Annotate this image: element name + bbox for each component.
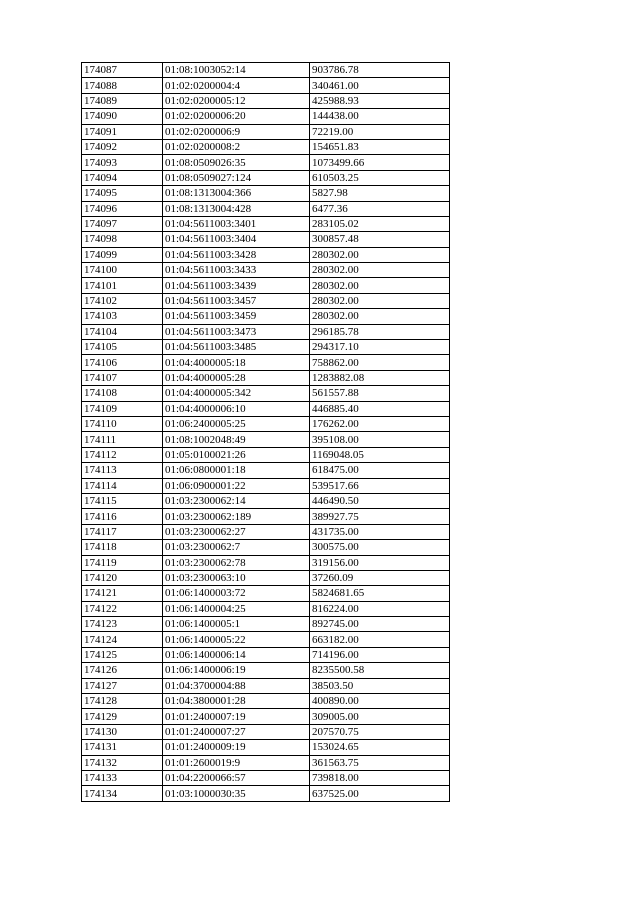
table-row [82,570,450,585]
amount-cell: 38503.50 [310,678,450,693]
row-id-cell: 174126 [82,663,163,678]
cadastral-number-cell: 01:01:2400007:19 [163,709,310,724]
table-row [82,340,450,355]
row-id-cell: 174114 [82,478,163,493]
row-id-cell: 174091 [82,124,163,139]
amount-cell: 300575.00 [310,540,450,555]
table-row [82,232,450,247]
table-row [82,493,450,508]
cadastral-number-cell: 01:04:5611003:3457 [163,293,310,308]
table-row [82,401,450,416]
row-id-cell: 174108 [82,386,163,401]
table-row [82,540,450,555]
amount-cell: 816224.00 [310,601,450,616]
row-id-cell: 174125 [82,647,163,662]
table-row [82,78,450,93]
cadastral-number-cell: 01:02:0200004:4 [163,78,310,93]
cadastral-number-cell: 01:04:5611003:3401 [163,216,310,231]
amount-cell: 280302.00 [310,263,450,278]
table-row [82,478,450,493]
cadastral-number-cell: 01:06:0800001:18 [163,463,310,478]
row-id-cell: 174123 [82,617,163,632]
cadastral-number-cell: 01:04:4000006:10 [163,401,310,416]
table-row [82,416,450,431]
row-id-cell: 174105 [82,340,163,355]
cadastral-number-cell: 01:06:1400005:22 [163,632,310,647]
cadastral-number-cell: 01:04:5611003:3473 [163,324,310,339]
row-id-cell: 174115 [82,493,163,508]
amount-cell: 739818.00 [310,770,450,785]
cadastral-number-cell: 01:08:0509027:124 [163,170,310,185]
table-row [82,524,450,539]
cadastral-number-cell: 01:06:2400005:25 [163,416,310,431]
table-row [82,63,450,78]
amount-cell: 176262.00 [310,416,450,431]
row-id-cell: 174094 [82,170,163,185]
cadastral-number-cell: 01:04:4000005:342 [163,386,310,401]
table-row [82,647,450,662]
amount-cell: 1073499.66 [310,155,450,170]
row-id-cell: 174092 [82,139,163,154]
amount-cell: 154651.83 [310,139,450,154]
row-id-cell: 174120 [82,570,163,585]
amount-cell: 395108.00 [310,432,450,447]
row-id-cell: 174101 [82,278,163,293]
row-id-cell: 174117 [82,524,163,539]
table-row [82,786,450,801]
amount-cell: 618475.00 [310,463,450,478]
amount-cell: 561557.88 [310,386,450,401]
cadastral-number-cell: 01:04:3700004:88 [163,678,310,693]
amount-cell: 446490.50 [310,493,450,508]
amount-cell: 637525.00 [310,786,450,801]
table-row [82,709,450,724]
amount-cell: 431735.00 [310,524,450,539]
row-id-cell: 174134 [82,786,163,801]
amount-cell: 539517.66 [310,478,450,493]
cadastral-number-cell: 01:04:5611003:3439 [163,278,310,293]
amount-cell: 663182.00 [310,632,450,647]
cadastral-number-cell: 01:06:1400005:1 [163,617,310,632]
table-row [82,309,450,324]
table-row [82,139,450,154]
table-row [82,617,450,632]
cadastral-number-cell: 01:06:1400006:19 [163,663,310,678]
amount-cell: 758862.00 [310,355,450,370]
cadastral-number-cell: 01:01:2400009:19 [163,740,310,755]
table-row [82,386,450,401]
amount-cell: 340461.00 [310,78,450,93]
row-id-cell: 174130 [82,724,163,739]
row-id-cell: 174090 [82,109,163,124]
table-row [82,201,450,216]
row-id-cell: 174103 [82,309,163,324]
table-row [82,278,450,293]
table-row [82,93,450,108]
amount-cell: 280302.00 [310,247,450,262]
amount-cell: 425988.93 [310,93,450,108]
table-row [82,124,450,139]
row-id-cell: 174112 [82,447,163,462]
row-id-cell: 174104 [82,324,163,339]
cadastral-number-cell: 01:03:2300062:14 [163,493,310,508]
amount-cell: 361563.75 [310,755,450,770]
table-row [82,109,450,124]
cadastral-number-cell: 01:06:1400004:25 [163,601,310,616]
row-id-cell: 174118 [82,540,163,555]
amount-cell: 903786.78 [310,63,450,78]
amount-cell: 37260.09 [310,570,450,585]
row-id-cell: 174096 [82,201,163,216]
amount-cell: 5824681.65 [310,586,450,601]
table-row [82,186,450,201]
cadastral-number-cell: 01:08:1003052:14 [163,63,310,78]
row-id-cell: 174088 [82,78,163,93]
cadastral-number-cell: 01:04:4000005:18 [163,355,310,370]
table-row [82,740,450,755]
cadastral-number-cell: 01:02:0200008:2 [163,139,310,154]
amount-cell: 280302.00 [310,309,450,324]
amount-cell: 309005.00 [310,709,450,724]
amount-cell: 280302.00 [310,278,450,293]
table-row [82,355,450,370]
table-row [82,555,450,570]
cadastral-number-cell: 01:05:0100021:26 [163,447,310,462]
amount-cell: 1283882.08 [310,370,450,385]
amount-cell: 892745.00 [310,617,450,632]
amount-cell: 610503.25 [310,170,450,185]
row-id-cell: 174129 [82,709,163,724]
table-row [82,447,450,462]
row-id-cell: 174113 [82,463,163,478]
table-body [82,63,450,802]
amount-cell: 294317.10 [310,340,450,355]
row-id-cell: 174133 [82,770,163,785]
amount-cell: 5827.98 [310,186,450,201]
cadastral-number-cell: 01:04:4000005:28 [163,370,310,385]
cadastral-number-cell: 01:03:2300062:78 [163,555,310,570]
row-id-cell: 174095 [82,186,163,201]
row-id-cell: 174121 [82,586,163,601]
row-id-cell: 174087 [82,63,163,78]
row-id-cell: 174122 [82,601,163,616]
row-id-cell: 174110 [82,416,163,431]
table-row [82,678,450,693]
cadastral-number-cell: 01:08:1313004:366 [163,186,310,201]
cadastral-number-cell: 01:06:1400006:14 [163,647,310,662]
row-id-cell: 174099 [82,247,163,262]
amount-cell: 1169048.05 [310,447,450,462]
table-row [82,632,450,647]
amount-cell: 144438.00 [310,109,450,124]
cadastral-number-cell: 01:04:2200066:57 [163,770,310,785]
table-row [82,247,450,262]
row-id-cell: 174100 [82,263,163,278]
row-id-cell: 174119 [82,555,163,570]
amount-cell: 446885.40 [310,401,450,416]
table-row [82,324,450,339]
row-id-cell: 174124 [82,632,163,647]
row-id-cell: 174106 [82,355,163,370]
amount-cell: 400890.00 [310,694,450,709]
cadastral-number-cell: 01:02:0200006:20 [163,109,310,124]
cadastral-number-cell: 01:02:0200005:12 [163,93,310,108]
row-id-cell: 174127 [82,678,163,693]
table-row [82,293,450,308]
cadastral-number-cell: 01:03:2300062:7 [163,540,310,555]
table-row [82,770,450,785]
table-row [82,601,450,616]
amount-cell: 280302.00 [310,293,450,308]
row-id-cell: 174097 [82,216,163,231]
row-id-cell: 174109 [82,401,163,416]
amount-cell: 283105.02 [310,216,450,231]
row-id-cell: 174128 [82,694,163,709]
table-row [82,724,450,739]
table-row [82,370,450,385]
amount-cell: 319156.00 [310,555,450,570]
row-id-cell: 174132 [82,755,163,770]
cadastral-number-cell: 01:03:1000030:35 [163,786,310,801]
cadastral-number-cell: 01:02:0200006:9 [163,124,310,139]
row-id-cell: 174093 [82,155,163,170]
table-row [82,155,450,170]
table-row [82,586,450,601]
cadastral-number-cell: 01:08:1002048:49 [163,432,310,447]
cadastral-number-cell: 01:06:0900001:22 [163,478,310,493]
table-row [82,755,450,770]
table-row [82,694,450,709]
cadastral-number-cell: 01:04:5611003:3459 [163,309,310,324]
table-row [82,170,450,185]
amount-cell: 207570.75 [310,724,450,739]
amount-cell: 72219.00 [310,124,450,139]
cadastral-number-cell: 01:01:2400007:27 [163,724,310,739]
amount-cell: 714196.00 [310,647,450,662]
cadastral-number-cell: 01:04:3800001:28 [163,694,310,709]
cadastral-number-cell: 01:03:2300062:27 [163,524,310,539]
table-row [82,263,450,278]
cadastral-number-cell: 01:08:1313004:428 [163,201,310,216]
row-id-cell: 174089 [82,93,163,108]
table-row [82,216,450,231]
row-id-cell: 174107 [82,370,163,385]
table-row [82,463,450,478]
amount-cell: 300857.48 [310,232,450,247]
amount-cell: 153024.65 [310,740,450,755]
amount-cell: 389927.75 [310,509,450,524]
cadastral-number-cell: 01:04:5611003:3404 [163,232,310,247]
amount-cell: 8235500.58 [310,663,450,678]
cadastral-number-cell: 01:03:2300063:10 [163,570,310,585]
cadastral-number-cell: 01:01:2600019:9 [163,755,310,770]
table-row [82,509,450,524]
row-id-cell: 174116 [82,509,163,524]
row-id-cell: 174131 [82,740,163,755]
row-id-cell: 174111 [82,432,163,447]
cadastral-number-cell: 01:06:1400003:72 [163,586,310,601]
cadastral-number-cell: 01:04:5611003:3485 [163,340,310,355]
table-row [82,663,450,678]
cadastral-number-cell: 01:04:5611003:3433 [163,263,310,278]
row-id-cell: 174102 [82,293,163,308]
row-id-cell: 174098 [82,232,163,247]
cadastral-number-cell: 01:04:5611003:3428 [163,247,310,262]
amount-cell: 296185.78 [310,324,450,339]
table-row [82,432,450,447]
cadastral-number-cell: 01:08:0509026:35 [163,155,310,170]
cadastral-number-cell: 01:03:2300062:189 [163,509,310,524]
amount-cell: 6477.36 [310,201,450,216]
data-table [81,62,450,802]
